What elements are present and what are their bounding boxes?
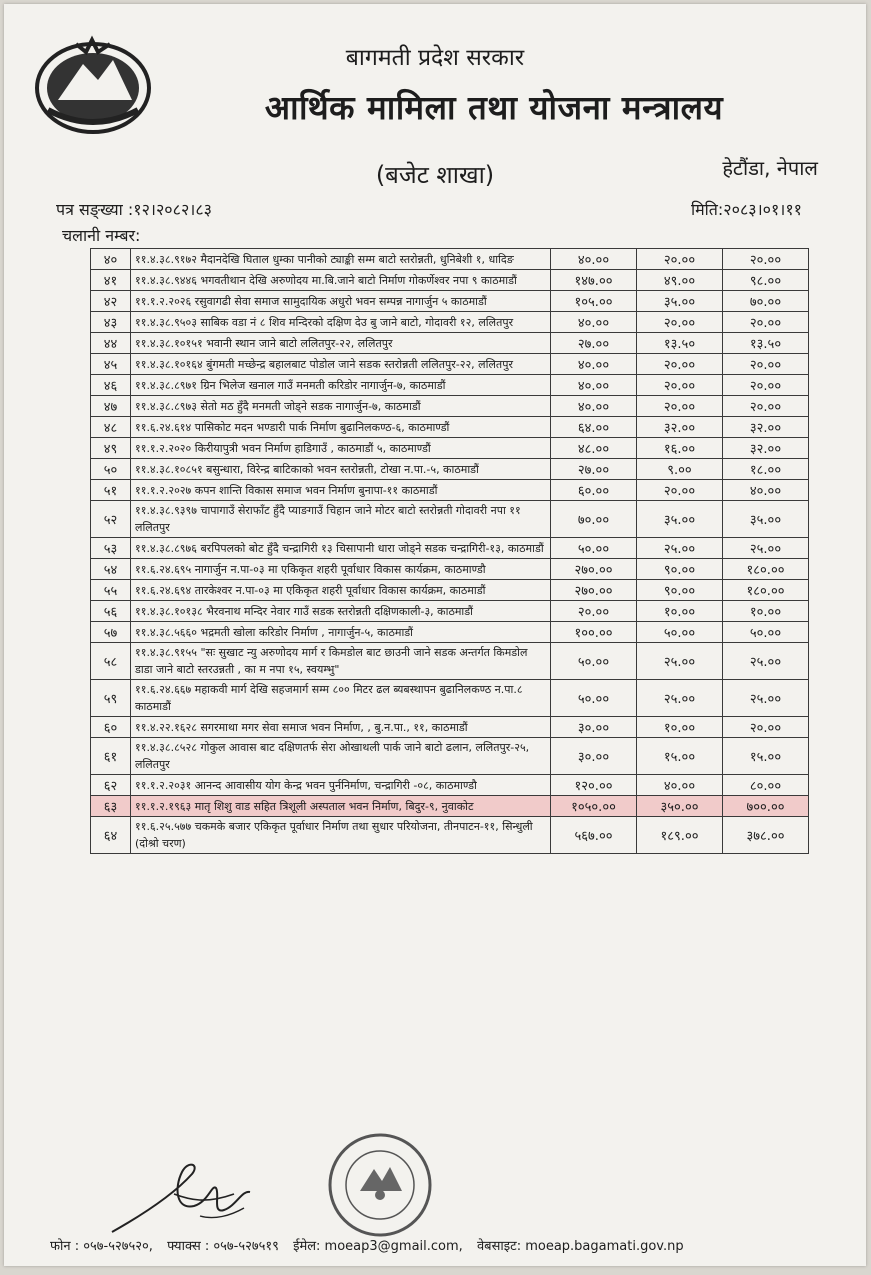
row-description: ११.४.३८.९१५५ "सः सुखाट न्यु अरुणोदय मार्ग र किमडोल बाट छाउनी जाने सडक अन्तर्गत किमडोल डाडा जाने बाटो स्तरउन्नती , का म नपा १५, स्वयम्भु"	[131, 643, 551, 680]
row-amount-2: १६.००	[637, 438, 723, 459]
row-serial-number: ५८	[91, 643, 131, 680]
row-amount-total: ५०.००	[551, 643, 637, 680]
row-serial-number: ५९	[91, 680, 131, 717]
table-row	[91, 291, 809, 312]
row-serial-number: ४१	[91, 270, 131, 291]
row-serial-number: ६०	[91, 717, 131, 738]
row-description: ११.४.३८.१०१३८ भैरवनाथ मन्दिर नेवार गाउँ सडक स्तरोन्नती दक्षिणकाली-३, काठमाडौं	[131, 601, 551, 622]
table-row	[91, 417, 809, 438]
row-amount-3: २०.००	[723, 312, 809, 333]
row-amount-3: १५.००	[723, 738, 809, 775]
row-amount-2: २०.००	[637, 480, 723, 501]
table-row	[91, 249, 809, 270]
row-amount-total: ४०.००	[551, 354, 637, 375]
letter-page	[4, 4, 866, 1266]
row-amount-3: १०.००	[723, 601, 809, 622]
row-amount-3: ३२.००	[723, 438, 809, 459]
table-row	[91, 375, 809, 396]
row-serial-number: ५६	[91, 601, 131, 622]
table-row	[91, 601, 809, 622]
table-row	[91, 438, 809, 459]
branch-title: (बजेट शाखा)	[375, 161, 495, 189]
row-amount-2: २०.००	[637, 375, 723, 396]
row-serial-number: ४७	[91, 396, 131, 417]
row-amount-3: ३७८.००	[723, 817, 809, 854]
row-amount-2: २०.००	[637, 354, 723, 375]
row-amount-3: ८०.००	[723, 775, 809, 796]
row-description: ११.६.२५.५७७ चकमके बजार एकिकृत पूर्वाधार निर्माण तथा सुधार परियोजना, तीनपाटन-११, सिन्धुली (दोश्रो चरण)	[131, 817, 551, 854]
row-description: ११.६.२४.६९५ नागार्जुन न.पा-०३ मा एकिकृत शहरी पूर्वाधार विकास कार्यक्रम, काठमाण्डौ	[131, 559, 551, 580]
row-amount-total: १००.००	[551, 622, 637, 643]
row-description: ११.४.३८.१०१५१ भवानी स्थान जाने बाटो ललितपुर-२२, ललितपुर	[131, 333, 551, 354]
row-serial-number: ६४	[91, 817, 131, 854]
row-description: ११.४.३८.१०८५१ बसुन्धारा, विरेन्द्र बाटिकाको भवन स्तरोन्नती, टोखा न.पा.-५, काठमाडौं	[131, 459, 551, 480]
row-serial-number: ५३	[91, 538, 131, 559]
row-serial-number: ६२	[91, 775, 131, 796]
row-amount-3: ७०.००	[723, 291, 809, 312]
row-description: ११.४.३८.८५२८ गोकुल आवास बाट दक्षिणतर्फ सेरा ओखाथली पार्क जाने बाटो ढलान, ललितपुर-२५, ललितपुर	[131, 738, 551, 775]
row-amount-2: २५.००	[637, 680, 723, 717]
row-amount-2: २०.००	[637, 396, 723, 417]
row-description: ११.१.२.२०२० किरीयापुत्री भवन निर्माण हाडिगाउँ , काठमाडौं ५, काठमाण्डौं	[131, 438, 551, 459]
row-amount-total: ३०.००	[551, 738, 637, 775]
row-serial-number: ६३	[91, 796, 131, 817]
row-amount-3: २५.००	[723, 538, 809, 559]
row-amount-2: १५.००	[637, 738, 723, 775]
row-amount-total: ४०.००	[551, 249, 637, 270]
letter-date: मिति:२०८३।०१।११	[690, 200, 802, 219]
row-amount-2: २५.००	[637, 538, 723, 559]
table-row	[91, 738, 809, 775]
row-amount-total: ४०.००	[551, 396, 637, 417]
footer-website: वेबसाइट: moeap.bagamati.gov.np	[476, 1239, 684, 1254]
row-amount-total: २७.००	[551, 333, 637, 354]
office-location: हेटौंडा, नेपाल	[722, 156, 818, 180]
ministry-title: आर्थिक मामिला तथा योजना मन्त्रालय	[264, 88, 724, 127]
row-amount-2: ३५०.००	[637, 796, 723, 817]
office-stamp-icon	[326, 1129, 434, 1241]
row-description: ११.१.२.२०२७ कपन शान्ति विकास समाज भवन निर्माण बुनापा-११ काठमाडौं	[131, 480, 551, 501]
row-amount-total: १०५.००	[551, 291, 637, 312]
row-amount-total: १०५०.००	[551, 796, 637, 817]
row-amount-3: ४०.००	[723, 480, 809, 501]
dispatch-number: चलानी नम्बर:	[62, 226, 141, 245]
table-row	[91, 796, 809, 817]
row-amount-total: ५०.००	[551, 538, 637, 559]
row-amount-total: ६४.००	[551, 417, 637, 438]
table-row	[91, 538, 809, 559]
row-amount-3: १८०.००	[723, 559, 809, 580]
row-amount-total: २७०.००	[551, 559, 637, 580]
row-serial-number: ४२	[91, 291, 131, 312]
table-row	[91, 480, 809, 501]
row-amount-total: ४०.००	[551, 375, 637, 396]
table-row	[91, 680, 809, 717]
row-amount-3: ३२.००	[723, 417, 809, 438]
footer-phone: फोन : ०५७-५२७५२०,	[50, 1239, 153, 1254]
row-amount-2: ३५.००	[637, 291, 723, 312]
row-description: ११.४.३८.९३९७ चापागाउँ सेराफाँट हुँदै प्याङगाउँ चिहान जाने मोटर बाटो स्तरोन्नती गोदावरी नपा ११ ललितपुर	[131, 501, 551, 538]
table-row	[91, 396, 809, 417]
row-description: ११.१.२.१९६३ मातृ शिशु वाड सहित त्रिशूली अस्पताल भवन निर्माण, बिदुर-९, नुवाकोट	[131, 796, 551, 817]
row-amount-2: ९०.००	[637, 559, 723, 580]
row-amount-3: २०.००	[723, 354, 809, 375]
row-amount-2: २०.००	[637, 249, 723, 270]
row-amount-3: २५.००	[723, 643, 809, 680]
row-serial-number: ४९	[91, 438, 131, 459]
row-serial-number: ४४	[91, 333, 131, 354]
row-amount-3: ३५.००	[723, 501, 809, 538]
row-serial-number: ४८	[91, 417, 131, 438]
table-row	[91, 333, 809, 354]
signature-icon	[104, 1154, 264, 1244]
table-row	[91, 354, 809, 375]
row-serial-number: ५२	[91, 501, 131, 538]
row-serial-number: ४६	[91, 375, 131, 396]
row-description: ११.४.३८.९४४६ भगवतीथान देखि अरुणोदय मा.बि.जाने बाटो निर्माण गोकर्णेश्वर नपा ९ काठमाडौं	[131, 270, 551, 291]
table-row	[91, 775, 809, 796]
row-serial-number: ५५	[91, 580, 131, 601]
table-row	[91, 270, 809, 291]
row-amount-total: ३०.००	[551, 717, 637, 738]
row-amount-2: १३.५०	[637, 333, 723, 354]
row-description: ११.६.२४.६१४ पासिकोट मदन भण्डारी पार्क निर्माण बुढानिलकण्ठ-६, काठमाण्डौं	[131, 417, 551, 438]
row-amount-3: ५०.००	[723, 622, 809, 643]
row-amount-total: ४०.००	[551, 312, 637, 333]
footer-email: ईमेल: moeap3@gmail.com,	[293, 1239, 463, 1254]
row-amount-3: २०.००	[723, 375, 809, 396]
row-serial-number: ५०	[91, 459, 131, 480]
row-amount-2: १०.००	[637, 717, 723, 738]
row-amount-2: २०.००	[637, 312, 723, 333]
row-amount-3: १८.००	[723, 459, 809, 480]
row-amount-total: ६०.००	[551, 480, 637, 501]
row-amount-2: ९.००	[637, 459, 723, 480]
footer-contact	[50, 1236, 694, 1254]
row-serial-number: ५१	[91, 480, 131, 501]
table-row	[91, 559, 809, 580]
row-amount-total: २७०.००	[551, 580, 637, 601]
row-amount-2: १८९.००	[637, 817, 723, 854]
row-serial-number: ५७	[91, 622, 131, 643]
table-row	[91, 459, 809, 480]
row-amount-3: २०.००	[723, 396, 809, 417]
row-description: ११.४.२२.१६२८ सगरमाथा मगर सेवा समाज भवन निर्माण, , बु.न.पा., ११, काठमाडौं	[131, 717, 551, 738]
row-serial-number: ४३	[91, 312, 131, 333]
row-serial-number: ६१	[91, 738, 131, 775]
row-amount-2: ३५.००	[637, 501, 723, 538]
row-description: ११.४.३८.१०१६४ बुंगमती मच्छेन्द्र बहालबाट पोडोल जाने सडक स्तरोन्नती ललितपुर-२२, ललितपुर	[131, 354, 551, 375]
row-amount-3: १८०.००	[723, 580, 809, 601]
table-row	[91, 817, 809, 854]
row-amount-3: ७००.००	[723, 796, 809, 817]
row-description: ११.४.३८.९१७२ मैदानदेखि घिताल धुम्का पानीको ट्याङ्की सम्म बाटो स्तरोन्नती, धुनिबेशी १, धादिङ	[131, 249, 551, 270]
row-serial-number: ५४	[91, 559, 131, 580]
row-serial-number: ४०	[91, 249, 131, 270]
government-title: बागमती प्रदेश सरकार	[345, 45, 525, 71]
row-amount-2: ५०.००	[637, 622, 723, 643]
row-amount-total: ५६७.००	[551, 817, 637, 854]
table-row	[91, 312, 809, 333]
table-row	[91, 622, 809, 643]
row-description: ११.६.२४.६९४ तारकेश्वर न.पा-०३ मा एकिकृत शहरी पूर्वाधार विकास कार्यक्रम, काठमाडौं	[131, 580, 551, 601]
row-amount-3: १३.५०	[723, 333, 809, 354]
row-description: ११.४.३८.५६६० भद्रमती खोला करिडोर निर्माण , नागार्जुन-५, काठमाडौं	[131, 622, 551, 643]
table-row	[91, 501, 809, 538]
row-amount-2: ९०.००	[637, 580, 723, 601]
row-serial-number: ४५	[91, 354, 131, 375]
row-amount-total: २७.००	[551, 459, 637, 480]
row-amount-2: १०.००	[637, 601, 723, 622]
row-description: ११.४.३८.९५०३ साबिक वडा नं ८ शिव मन्दिरको दक्षिण देउ बु जाने बाटो, गोदावरी १२, ललितपुर	[131, 312, 551, 333]
row-description: ११.६.२४.६६७ महाकवी मार्ग देखि सहजमार्ग सम्म ८०० मिटर ढल ब्यबस्थापन बुढानिलकण्ठ न.पा.८ काठमाडौं	[131, 680, 551, 717]
row-amount-total: २०.००	[551, 601, 637, 622]
row-amount-total: ४८.००	[551, 438, 637, 459]
letter-number: पत्र सङ्ख्या :१२।२०८२।८३	[56, 200, 212, 219]
row-amount-total: ५०.००	[551, 680, 637, 717]
row-description: ११.४.३८.८९७६ बरपिपलको बोट हुँदै चन्द्रागिरी १३ चिसापानी धारा जोड्ने सडक चन्द्रागिरी-१३, काठमाडौं	[131, 538, 551, 559]
row-amount-3: २०.००	[723, 717, 809, 738]
table-row	[91, 717, 809, 738]
row-amount-total: १४७.००	[551, 270, 637, 291]
budget-table	[90, 248, 809, 854]
row-amount-2: ४०.००	[637, 775, 723, 796]
row-description: ११.४.३८.८९७३ सेतो मठ हुँदै मनमती जोड्ने सडक नागार्जुन-७, काठमाडौं	[131, 396, 551, 417]
row-description: ११.१.२.२०३१ आनन्द आवासीय योग केन्द्र भवन पुर्ननिर्माण, चन्द्रागिरी -०८, काठमाण्डौ	[131, 775, 551, 796]
row-description: ११.४.३८.८९७१ ग्रिन भिलेज खनाल गाउँ मनमती करिडोर नागार्जुन-७, काठमाडौं	[131, 375, 551, 396]
table-row	[91, 643, 809, 680]
row-description: ११.१.२.२०२६ रसुवागढी सेवा समाज सामुदायिक अधुरो भवन सम्पन्न नागार्जुन ५ काठमाडौं	[131, 291, 551, 312]
row-amount-3: ९८.००	[723, 270, 809, 291]
row-amount-3: २०.००	[723, 249, 809, 270]
row-amount-2: ४९.००	[637, 270, 723, 291]
footer-fax: फ्याक्स : ०५७-५२७५१९	[167, 1239, 279, 1254]
row-amount-3: २५.००	[723, 680, 809, 717]
row-amount-total: १२०.००	[551, 775, 637, 796]
table-row	[91, 580, 809, 601]
row-amount-total: ७०.००	[551, 501, 637, 538]
row-amount-2: ३२.००	[637, 417, 723, 438]
row-amount-2: २५.००	[637, 643, 723, 680]
